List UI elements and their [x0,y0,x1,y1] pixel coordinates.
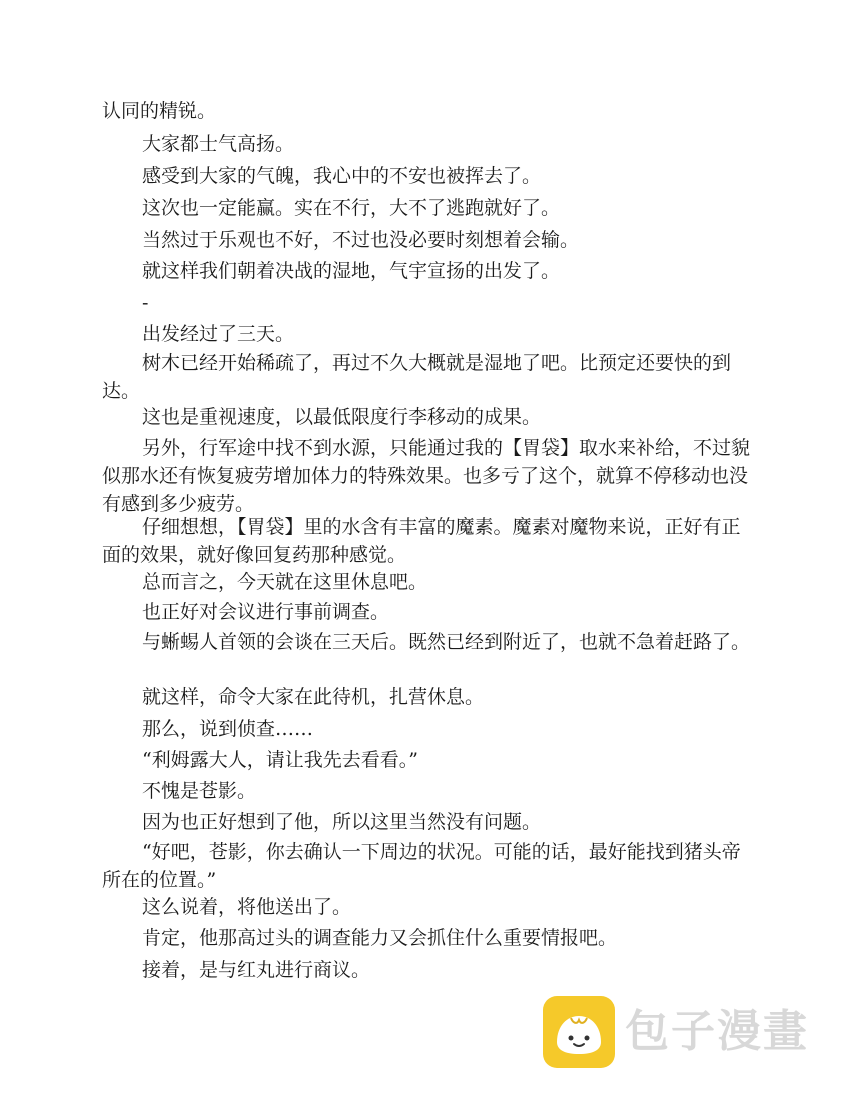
paragraph: 总而言之，今天就在这里休息吧。 [142,571,428,593]
paragraph: 出发经过了三天。 [142,323,295,345]
watermark-text: 包子漫畫 [625,1006,809,1057]
paragraph: 这也是重视速度，以最低限度行李移动的成果。 [142,406,542,428]
paragraph: 感受到大家的气魄，我心中的不安也被挥去了。 [142,165,542,187]
scene-break: - [142,292,149,314]
bun-face-icon [543,996,615,1068]
paragraph: 也正好对会议进行事前调查。 [142,601,390,623]
paragraph: 就这样，命令大家在此待机，扎营休息。 [142,686,485,708]
paragraph: 这次也一定能赢。实在不行，大不了逃跑就好了。 [142,197,561,219]
paragraph: 接着，是与红丸进行商议。 [142,959,371,981]
paragraph: 就这样我们朝着决战的湿地，气宇宣扬的出发了。 [142,260,561,282]
paragraph: 与蜥蜴人首领的会谈在三天后。既然已经到附近了，也就不急着赶路了。 [142,631,751,653]
watermark [543,996,823,1068]
paragraph: 树木已经开始稀疏了，再过不久大概就是湿地了吧。比预定还要快的到达。 [102,352,732,402]
paragraph: 认同的精锐。 [102,100,217,122]
paragraph: 仔细想想，【胃袋】里的水含有丰富的魔素。魔素对魔物来说，正好有正面的效果，就好像回复药那种感觉。 [102,516,741,566]
paragraph: “好吧，苍影，你去确认一下周边的状况。可能的话，最好能找到猪头帝所在的位置。” [102,841,741,891]
paragraph: 这么说着，将他送出了。 [142,896,352,918]
paragraph: 当然过于乐观也不好，不过也没必要时刻想着会输。 [142,229,580,251]
paragraph: 肯定，他那高过头的调查能力又会抓住什么重要情报吧。 [142,927,618,949]
paragraph: “利姆露大人，请让我先去看看。” [142,749,418,771]
paragraph: 那么，说到侦查…… [142,718,314,740]
paragraph: 不愧是苍影。 [142,780,257,802]
paragraph: 因为也正好想到了他，所以这里当然没有问题。 [142,811,542,833]
paragraph: 另外，行军途中找不到水源，只能通过我的【胃袋】取水来补给，不过貌似那水还有恢复疲劳增加体力的特殊效果。也多亏了这个，就算不停移动也没有感到多少疲劳。 [102,437,751,515]
paragraph: 大家都士气高扬。 [142,133,295,155]
